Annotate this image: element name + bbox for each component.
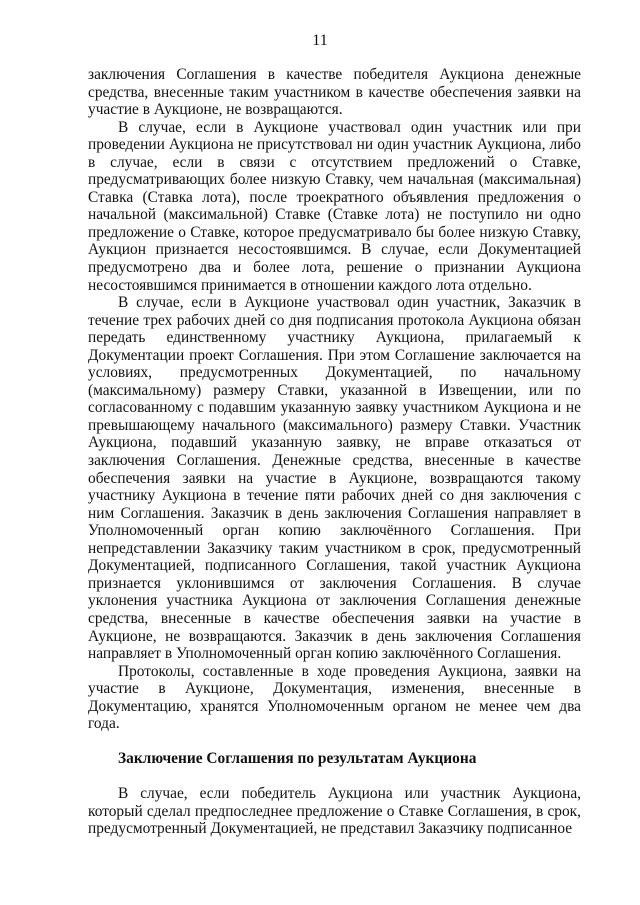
paragraph-continuation: заключения Соглашения в качестве победителя Аукциона денежные средства, внесенные таким участником в качестве обеспечения заявки на участие в Аукционе, не возвращаются.: [88, 66, 581, 119]
page-number: 11: [312, 32, 328, 49]
spacer: [88, 767, 581, 785]
document-body: [88, 66, 581, 838]
paragraph-records-storage: Протоколы, составленные в ходе проведения Аукциона, заявки на участие в Аукционе, Документация, изменения, внесенные в Документацию, хранятся Уполномоченным органом не менее чем два года.: [88, 662, 581, 733]
paragraph-single-participant: В случае, если в Аукционе участвовал один участник, Заказчик в течение трех рабочих дней со дня подписания протокола Аукциона обязан передать единственному участнику Аукциона, прилагаемый к Документации проект Соглашения. При этом Соглашение заключается на условиях, предусмотренных Документацией, по начальному (максимальному) размеру Ставки, указанной в Извещении, или по согласованному с подавшим указанную заявку участником Аукциона и не превышающему начального (максимального) размеру Ставки. Участник Аукциона, подавший указанную заявку, не вправе отказаться от заключения Соглашения. Денежные средства, внесенные в качестве обеспечения заявки на участие в Аукционе, возвращаются такому участнику Аукциона в течение пяти рабочих дней со дня заключения с ним Соглашения. Заказчик в день заключения Соглашения направляет в Уполномоченный орган копию заключённого Соглашения. При непредставлении Заказчику таким участником в срок, предусмотренный Документацией, подписанного Соглашения, такой участник Аукциона признается уклонившимся от заключения Соглашения. В случае уклонения участника Аукциона от заключения Соглашения денежные средства, внесенные в качестве обеспечения заявки на участие в Аукционе, не возвращаются. Заказчик в день заключения Соглашения направляет в Уполномоченный орган копию заключённого Соглашения.: [88, 294, 581, 663]
spacer: [88, 733, 581, 750]
paragraph-winner-evasion: В случае, если победитель Аукциона или участник Аукциона, который сделал предпоследнее предложение о Ставке Соглашения, в срок, предусмотренный Документацией, не представил Заказчику подписанное: [88, 785, 581, 838]
paragraph-auction-failed: В случае, если в Аукционе участвовал один участник или при проведении Аукциона не присутствовал ни один участник Аукциона, либо в случае, если в связи с отсутствием предложений о Ставке, предусматривающих более низкую Ставку, чем начальная (максимальная) Ставка (Ставка лота), после троекратного объявления предложения о начальной (максимальной) Ставке (Ставке лота) не поступило ни одно предложение о Ставке, которое предусматривало бы более низкую Ставку, Аукцион признается несостоявшимся. В случае, если Документацией предусмотрено два и более лота, решение о признании Аукциона несостоявшимся принимается в отношении каждого лота отдельно.: [88, 118, 581, 294]
section-heading: Заключение Соглашения по результатам Аукциона: [118, 749, 477, 767]
